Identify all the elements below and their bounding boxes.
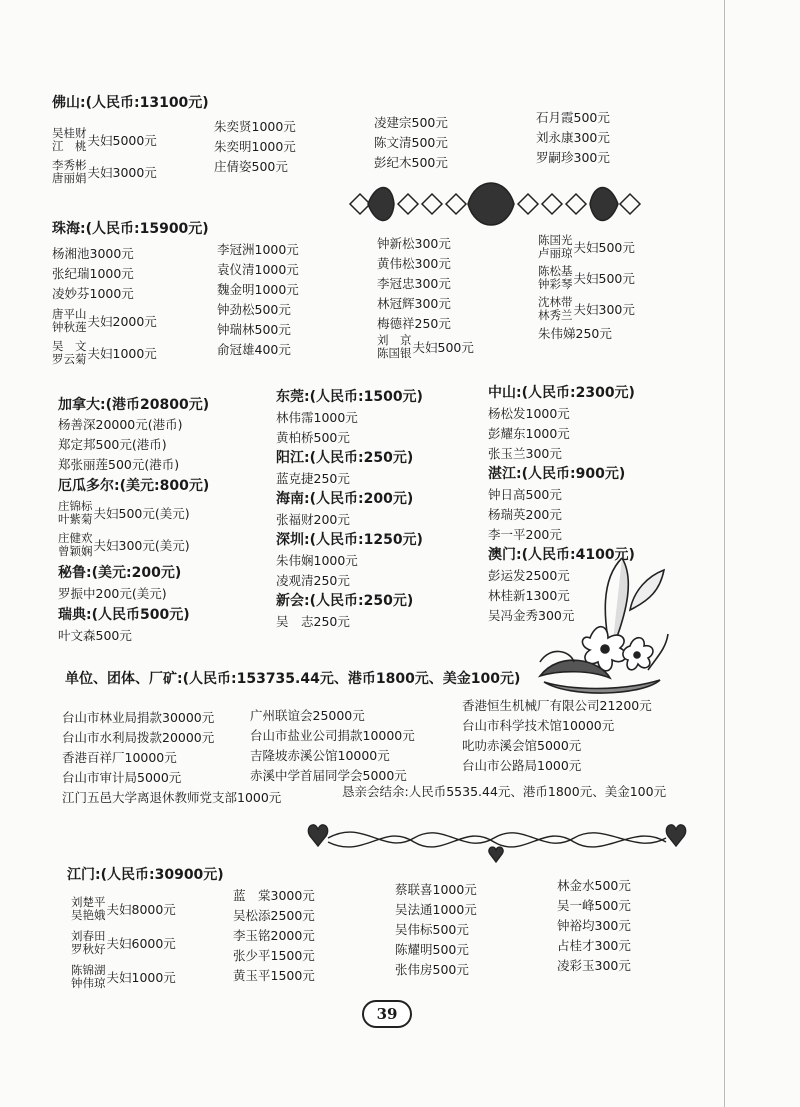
units-col1 [62, 708, 281, 808]
dongguan-header: 东莞:(人民币:1500元) [276, 389, 423, 405]
shenzhen-header: 深圳:(人民币:1250元) [276, 532, 423, 548]
donor-entry: 钟新松300元 [377, 236, 451, 251]
macau-header: 澳门:(人民币:4100元) [488, 547, 635, 563]
units-col2 [250, 706, 415, 786]
zhuhai-header: 珠海:(人民币:15900元) [52, 221, 209, 237]
donor-entry: 叱叻赤溪会馆5000元 [462, 738, 582, 753]
donor-entry: 钟裕均300元 [557, 918, 631, 933]
donor-entry: 香港百祥厂10000元 [62, 750, 177, 765]
hainan-header: 海南:(人民币:200元) [276, 491, 414, 507]
zhuhai-col4 [538, 234, 635, 344]
donor-entry: 杨松发1000元 [488, 406, 570, 421]
donor-entry: 张伟房500元 [395, 962, 469, 977]
ribbon-heart-ornament [304, 816, 688, 868]
donor-entry: 叶文森500元 [58, 628, 132, 643]
donor-entry: 香港恒生机械厂有限公司21200元 [462, 698, 652, 713]
foshan-col2 [214, 117, 296, 177]
donor-entry: 梅德祥250元 [377, 316, 451, 331]
donor-entry: 俞冠雄400元 [217, 342, 291, 357]
donor-entry: 杨湘池3000元 [52, 246, 134, 261]
right-margin-rule [724, 0, 725, 1107]
donor-entry: 郑张丽莲500元(港币) [58, 457, 180, 472]
donor-entry: 魏金明1000元 [217, 282, 299, 297]
donor-entry: 陈文清500元 [374, 135, 448, 150]
donor-entry: 吴松添2500元 [233, 908, 315, 923]
flower-ornament [530, 550, 670, 700]
donor-entry: 林伟霈1000元 [276, 410, 358, 425]
couple-entry: 陈国光 卢丽琼 夫妇500元 [538, 233, 635, 260]
couple-entry: 庄锦标 叶紫菊 夫妇500元(美元) [58, 499, 190, 526]
reunion-surplus: 恳亲会结余:人民币5535.44元、港币1800元、美金100元 [342, 784, 667, 799]
peru-header: 秘鲁:(美元:200元) [58, 565, 182, 581]
donor-entry: 黄伟松300元 [377, 256, 451, 271]
donor-entry: 张少平1500元 [233, 948, 315, 963]
donor-entry: 刘永康300元 [536, 130, 610, 145]
foshan-header: 佛山:(人民币:13100元) [52, 95, 209, 111]
donor-entry: 李冠忠300元 [377, 276, 451, 291]
donor-entry: 台山市审计局5000元 [62, 770, 182, 785]
donor-entry: 朱奕贤1000元 [214, 119, 296, 134]
donor-entry: 朱伟娴1000元 [276, 553, 358, 568]
donor-entry: 台山市公路局1000元 [462, 758, 582, 773]
overseas-column [58, 395, 209, 646]
zhuhai-col1 [52, 244, 157, 366]
donor-entry: 杨善深20000元(港币) [58, 417, 183, 432]
zhuhai-col3 [377, 234, 474, 360]
foshan-col3 [374, 113, 448, 173]
couple-entry: 刘春田 罗秋好 夫妇6000元 [71, 929, 176, 956]
donor-entry: 台山市林业局捐款30000元 [62, 710, 215, 725]
donor-entry: 林金水500元 [557, 878, 631, 893]
couple-entry: 陈松基 钟彩琴 夫妇500元 [538, 264, 635, 291]
donor-entry: 杨瑞英200元 [488, 507, 562, 522]
donor-entry: 赤溪中学首届同学会5000元 [250, 768, 407, 783]
donor-entry: 台山市科学技术馆10000元 [462, 718, 615, 733]
jiangmen-col3 [395, 880, 477, 980]
donor-entry: 蓝克捷250元 [276, 471, 350, 486]
jiangmen-col1 [71, 896, 176, 990]
donor-entry: 钟劲松500元 [217, 302, 291, 317]
donor-entry: 朱奕明1000元 [214, 139, 296, 154]
donor-entry: 黄柏桥500元 [276, 430, 350, 445]
donor-entry: 吉隆坡赤溪公馆10000元 [250, 748, 390, 763]
couple-entry: 唐平山 钟秋莲 夫妇2000元 [52, 307, 157, 334]
donor-entry: 陈耀明500元 [395, 942, 469, 957]
donor-entry: 吴法通1000元 [395, 902, 477, 917]
donor-entry: 蓝 棠3000元 [233, 888, 315, 903]
zhuhai-col2 [217, 240, 299, 360]
donor-entry: 台山市水利局拨款20000元 [62, 730, 215, 745]
donor-entry: 袁仪清1000元 [217, 262, 299, 277]
donor-entry: 彭纪木500元 [374, 155, 448, 170]
xinhui-header: 新会:(人民币:250元) [276, 593, 414, 609]
jiangmen-col4 [557, 876, 631, 976]
donor-entry: 吴 志250元 [276, 614, 350, 629]
donor-entry: 凌建宗500元 [374, 115, 448, 130]
zhanjiang-header: 湛江:(人民币:900元) [488, 466, 626, 482]
sweden-header: 瑞典:(人民币500元) [58, 607, 190, 623]
couple-entry: 庄健欢 曾颖娴 夫妇300元(美元) [58, 531, 190, 558]
donor-entry: 吴伟标500元 [395, 922, 469, 937]
donor-entry: 吴冯金秀300元 [488, 608, 575, 623]
donor-entry: 彭运发2500元 [488, 568, 570, 583]
donor-entry: 郑定邦500元(港币) [58, 437, 167, 452]
ecuador-header: 厄瓜多尔:(美元:800元) [58, 478, 210, 494]
donor-entry: 钟瑞林500元 [217, 322, 291, 337]
donor-entry: 江门五邑大学离退休教师党支部1000元 [62, 790, 282, 805]
donor-entry: 张纪瑞1000元 [52, 266, 134, 281]
donor-entry: 李一平200元 [488, 527, 562, 542]
donor-entry: 张福财200元 [276, 512, 350, 527]
donor-entry: 凌妙芬1000元 [52, 286, 134, 301]
donor-entry: 石月霞500元 [536, 110, 610, 125]
couple-entry: 刘 京 陈国银 夫妇500元 [377, 333, 474, 360]
foshan-col1 [52, 127, 157, 185]
donor-entry: 李冠洲1000元 [217, 242, 299, 257]
donor-entry: 朱伟娣250元 [538, 326, 612, 341]
canada-header: 加拿大:(港币20800元) [58, 397, 210, 413]
donor-entry: 凌彩玉300元 [557, 958, 631, 973]
couple-entry: 吴 文 罗云菊 夫妇1000元 [52, 339, 157, 366]
donor-entry: 林桂新1300元 [488, 588, 570, 603]
donor-entry: 钟日高500元 [488, 487, 562, 502]
donor-entry: 李玉铭2000元 [233, 928, 315, 943]
units-header: 单位、团体、厂矿:(人民币:153735.44元、港币1800元、美金100元) [65, 671, 521, 687]
donor-entry: 蔡联喜1000元 [395, 882, 477, 897]
zhongshan-header: 中山:(人民币:2300元) [488, 385, 635, 401]
domestic-column-middle [276, 387, 423, 632]
donor-entry: 林冠辉300元 [377, 296, 451, 311]
couple-entry: 刘楚平 吴艳娥 夫妇8000元 [71, 895, 176, 922]
yangjiang-header: 阳江:(人民币:250元) [276, 450, 414, 466]
units-col3 [462, 696, 652, 776]
jiangmen-col2 [233, 886, 315, 986]
donor-entry: 张玉兰300元 [488, 446, 562, 461]
donor-entry: 广州联谊会25000元 [250, 708, 365, 723]
couple-entry: 沈林带 林秀兰 夫妇300元 [538, 295, 635, 322]
donor-entry: 吴一峰500元 [557, 898, 631, 913]
foshan-col4 [536, 108, 610, 168]
couple-entry: 吴桂财 江 桃 夫妇5000元 [52, 126, 157, 153]
donor-entry: 彭耀东1000元 [488, 426, 570, 441]
donor-entry: 台山市盐业公司捐款10000元 [250, 728, 415, 743]
page-number: 39 [362, 1000, 412, 1028]
lotus-diamond-ornament [350, 180, 640, 228]
couple-entry: 陈锦湖 钟伟琼 夫妇1000元 [71, 963, 176, 990]
donor-entry: 凌观清250元 [276, 573, 350, 588]
donor-entry: 庄倩姿500元 [214, 159, 288, 174]
couple-entry: 李秀彬 唐丽娟 夫妇3000元 [52, 158, 157, 185]
donor-entry: 罗嗣珍300元 [536, 150, 610, 165]
donor-entry: 占桂才300元 [557, 938, 631, 953]
donor-entry: 罗振中200元(美元) [58, 586, 167, 601]
donor-entry: 黄玉平1500元 [233, 968, 315, 983]
jiangmen-header: 江门:(人民币:30900元) [67, 867, 224, 883]
